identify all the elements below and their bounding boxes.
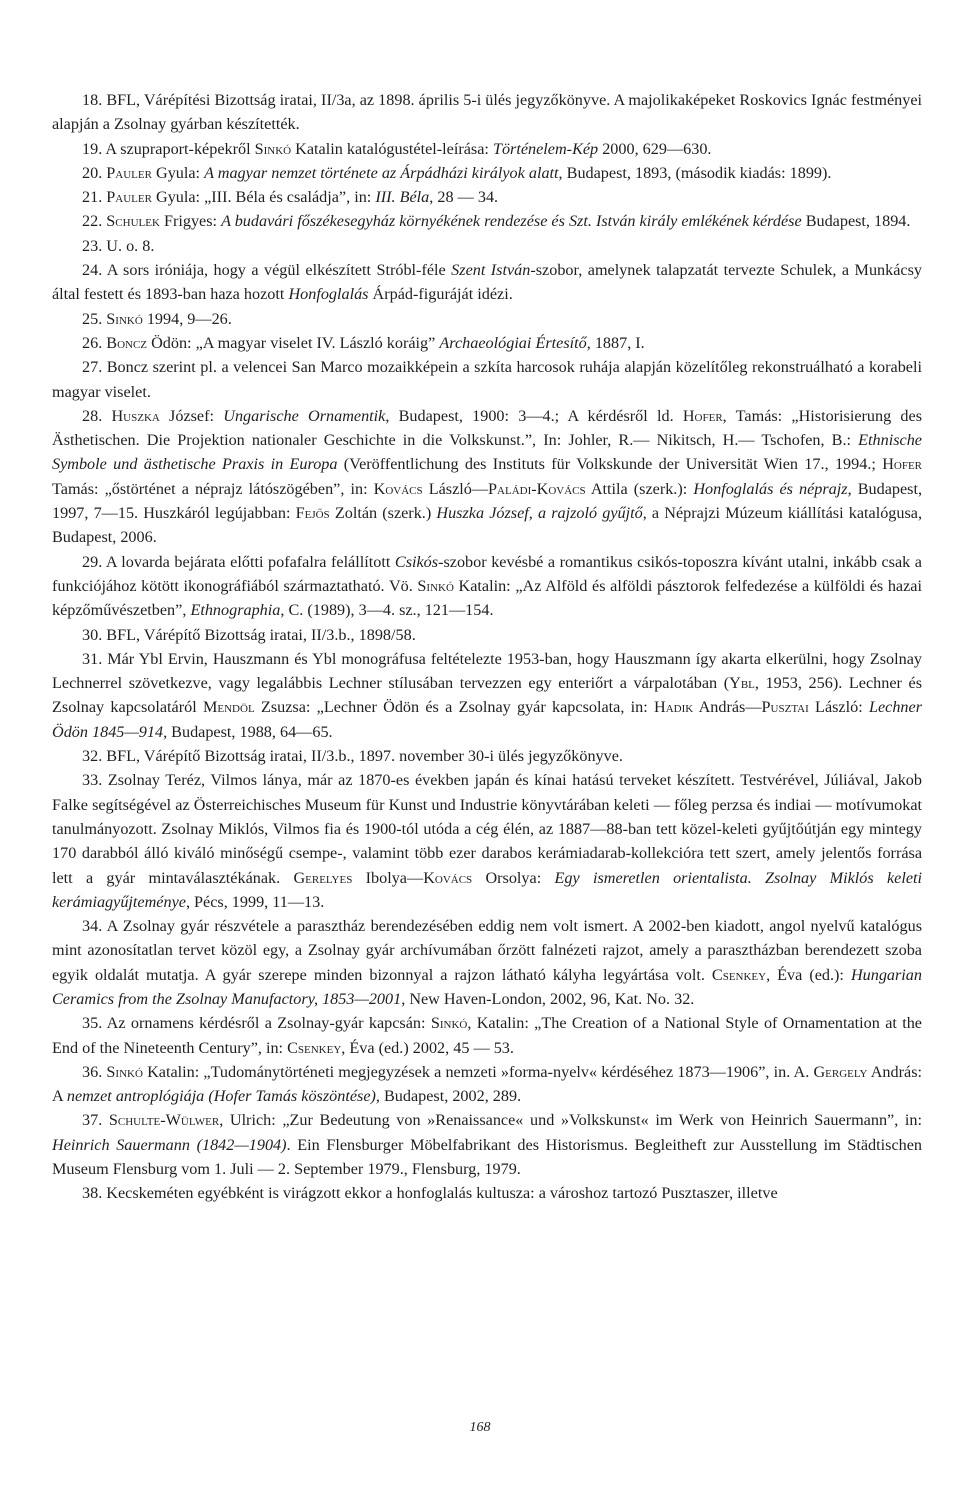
footnote-text: András— bbox=[693, 698, 762, 717]
author-name: Sinkó bbox=[106, 1062, 143, 1081]
footnote-text: , 28 — 34. bbox=[429, 188, 499, 207]
italic-text: Egy ismeretlen orientalista. Zsolnay Miklós keleti kerámiagyűjteménye bbox=[52, 868, 922, 911]
footnote-text: 22. bbox=[82, 212, 107, 231]
footnote-text: 21. bbox=[82, 188, 107, 207]
footnote-text: Árpád-figuráját idézi. bbox=[368, 285, 513, 304]
footnote-text: 20. bbox=[82, 163, 107, 182]
footnote bbox=[52, 744, 922, 768]
author-name: Kovács bbox=[373, 479, 423, 498]
footnote-text: -szobor, amelynek talapzatát tervezte Schulek, a Munkácsy által festett és 1893-ban haza hozott bbox=[52, 261, 922, 304]
italic-text: Honfoglalás és néprajz bbox=[693, 479, 848, 498]
footnote bbox=[52, 258, 922, 307]
author-name: Sinkó bbox=[417, 576, 454, 595]
footnote-text: , Éva (ed.): bbox=[766, 965, 851, 984]
footnote-text: , Budapest, 1893, (második kiadás: 1899). bbox=[558, 163, 832, 182]
footnote-text: , 1887, I. bbox=[586, 333, 645, 352]
footnote bbox=[52, 623, 922, 647]
footnote-text: , a Néprajzi Múzeum kiállítási katalógusa, Budapest, 2006. bbox=[52, 504, 923, 547]
footnote-text: 34. A Zsolnay gyár részvétele a parasztház berendezésében eddig nem volt ismert. A 2002-ben kiadott, angol nyelvű katalógus mint azonosítatlan tervet közöl egy, a Zsolnay gyár archívumában őrzött falnézeti rajzot, amely a parasztházban berendezett szoba egyik oldalát mutatja. A gyár szerepe minden bizonnyal a rajzon látható kályha legyártása volt. bbox=[52, 917, 922, 984]
footnote bbox=[52, 550, 922, 623]
italic-text: Ethnographia bbox=[190, 601, 281, 620]
footnote bbox=[52, 647, 922, 744]
author-name: Gerelyes bbox=[293, 868, 353, 887]
italic-text: Archaeológiai Értesítő bbox=[439, 333, 587, 352]
italic-text: Csikós bbox=[394, 552, 439, 571]
footnote bbox=[52, 88, 922, 137]
footnote-text: 35. Az ornamens kérdésről a Zsolnay-gyár kapcsán: bbox=[82, 1014, 431, 1033]
footnote-text: Ibolya— bbox=[352, 868, 424, 887]
footnote-text: (Veröffentlichung des Instituts für Volkskunde der Universität Wien 17., 1994.; bbox=[337, 455, 883, 474]
footnote-text: , Budapest, 2002, 289. bbox=[375, 1087, 522, 1106]
author-name: Boncz bbox=[106, 333, 148, 352]
italic-text: Ethnische Symbole und ästhetische Praxis in Europa bbox=[52, 431, 922, 474]
author-name: Paládi-Kovács bbox=[488, 479, 586, 498]
footnote bbox=[52, 1181, 922, 1205]
footnote bbox=[52, 404, 922, 550]
footnote-text: 30. BFL, Várépítő Bizottság iratai, II/3.b., 1898/58. bbox=[82, 625, 416, 644]
author-name: Sinkó bbox=[106, 309, 143, 328]
author-name: Pauler bbox=[106, 188, 152, 207]
italic-text: III. Béla bbox=[375, 188, 430, 207]
italic-text: A budavári főszékesegyház környékének rendezése és Szt. István király emlékének kérdése bbox=[221, 212, 802, 231]
footnote-text: Ödön: „A magyar viselet IV. László koráig” bbox=[147, 333, 440, 352]
footnote-text: , C. (1989), 3—4. sz., 121—154. bbox=[280, 601, 494, 620]
footnote-text: Frigyes: bbox=[159, 212, 222, 231]
italic-text: nemzet antroplógiája (Hofer Tamás köszöntése) bbox=[66, 1087, 376, 1106]
footnote bbox=[52, 234, 922, 258]
footnote-text: , Ulrich: „Zur Bedeutung von »Renaissance« und »Volkskunst« im Werk von Heinrich Sauermann”, in: bbox=[219, 1111, 922, 1130]
footnote-text: , Budapest, 1900: 3—4.; A kérdésről ld. bbox=[385, 406, 683, 425]
footnote-text: , Pécs, 1999, 11—13. bbox=[185, 892, 325, 911]
footnote-text: 29. A lovarda bejárata előtti pofafalra felállított bbox=[82, 552, 395, 571]
footnote-text: 32. BFL, Várépítő Bizottság iratai, II/3.b., 1897. november 30-i ülés jegyzőkönyve. bbox=[82, 747, 623, 766]
footnote bbox=[52, 209, 922, 233]
footnote bbox=[52, 1011, 922, 1060]
italic-text: Lechner Ödön 1845—914 bbox=[52, 698, 923, 741]
footnote-text: Attila (szerk.): bbox=[585, 479, 694, 498]
footnote-text: , Éva (ed.) 2002, 45 — 53. bbox=[341, 1038, 514, 1057]
author-name: Schulek bbox=[106, 212, 160, 231]
author-name: Fejős bbox=[295, 504, 330, 523]
footnote-text: József: bbox=[159, 406, 224, 425]
italic-text: Honfoglalás bbox=[288, 285, 369, 304]
footnote-text: 31. Már Ybl Ervin, Hauszmann és Ybl monográfusa feltételezte 1953-ban, hogy Hauszmann így akarta elkerülni, hogy Zsolnay Lechnerrel szövetkezve, vagy legalábbis Lechner stílusában tervezzen egy enteriőrt a várpalotában ( bbox=[52, 649, 922, 693]
footnote bbox=[52, 768, 922, 914]
footnote-text: László: bbox=[808, 698, 869, 717]
footnote bbox=[52, 137, 922, 161]
author-name: Csenkey bbox=[287, 1038, 342, 1057]
author-name: Pusztai bbox=[761, 698, 809, 717]
italic-text: A magyar nemzet története az Árpádházi királyok alatt bbox=[204, 163, 559, 182]
footnote-text: , New Haven-London, 2002, 96, Kat. No. 32. bbox=[401, 989, 695, 1008]
footnote-text: Katalin: „Az Alföld és alföldi pásztorok felfedezése a külföldi és hazai képzőművészetben”, bbox=[52, 576, 922, 620]
footnote bbox=[52, 355, 922, 404]
footnote-text: 36. bbox=[82, 1062, 107, 1081]
footnote-text: 33. Zsolnay Teréz, Vilmos lánya, már az 1870-es években japán és kínai hatású terveket készített. Testvérével, Júliával, Jakob Falke segítségével az Österreichisches Museum für Kunst und Industrie könyvtárában keleti — főleg perzsa és indiai — motívumokat tanulmányozott. Zsolnay Miklós, Vilmos fia és 1900-tól utóda a cég élén, az 1887—88-ban tett közel-keleti gyűjtőútján egy mintegy 170 darabból álló kiváló minőségű csempe-, valamint több ezer darabos kerámiadarab-kollekcióra tett szert, amely jelentős forrása lett a gyár mintaválasztékának. bbox=[52, 771, 922, 887]
author-name: Huszka bbox=[111, 406, 160, 425]
author-name: Sinkó bbox=[254, 139, 292, 158]
footnote-text: 1994, 9—26. bbox=[142, 309, 232, 328]
footnote-text: Gyula: „III. Béla és családja”, in: bbox=[151, 188, 376, 207]
italic-text: Szent István bbox=[451, 261, 531, 280]
footnote-text: 2000, 629—630. bbox=[598, 139, 712, 158]
footnote-text: Tamás: „őstörténet a néprajz látószögében”, in: bbox=[52, 479, 374, 498]
footnote-text: , Budapest, 1988, 64—65. bbox=[163, 722, 333, 741]
footnote-text: Budapest, 1894. bbox=[801, 212, 911, 231]
footnote-text: Katalin: „Tudománytörténeti megjegyzések a nemzeti »forma-nyelv« kérdéséhez 1873—1906”, in. A. bbox=[142, 1062, 814, 1081]
page-number: 168 bbox=[469, 1420, 491, 1435]
footnote-text: Gyula: bbox=[151, 163, 205, 182]
author-name: Csenkey bbox=[711, 965, 767, 984]
footnote-text: Zoltán (szerk.) bbox=[329, 504, 437, 523]
footnote-text: 24. A sors iróniája, hogy a végül elkészített Stróbl-féle bbox=[82, 261, 452, 280]
author-name: Ybl bbox=[729, 674, 755, 693]
footnote-text: 28. bbox=[82, 406, 112, 425]
footnote bbox=[52, 331, 922, 355]
footnote-text: László— bbox=[422, 479, 489, 498]
footnote bbox=[52, 161, 922, 185]
author-name: Gergely bbox=[813, 1062, 868, 1081]
footnote bbox=[52, 307, 922, 331]
footnote-text: Katalin katalógustétel-leírása: bbox=[291, 139, 493, 158]
footnote-text: . Ein Flensburger Möbelfabrikant des Historismus. Begleitheft zur Ausstellung im Städtischen Museum Flensburg vom 1. Juli — 2. September 1979., Flensburg, 1979. bbox=[52, 1135, 922, 1179]
footnote-text: 19. A szupraport-képekről bbox=[82, 139, 255, 158]
italic-text: Huszka József, a rajzoló gyűjtő bbox=[436, 504, 643, 523]
italic-text: Heinrich Sauermann (1842—1904) bbox=[52, 1135, 287, 1154]
author-name: Mendöl bbox=[203, 698, 255, 717]
footnote-text: Orsolya: bbox=[472, 868, 555, 887]
footnote bbox=[52, 914, 922, 1011]
footnote bbox=[52, 185, 922, 209]
footnote-text: , Tamás: „Historisierung des Ästhetischen. Die Projektion nationaler Geschichte in die Volkskunst.”, In: Johler, R.— Nikitsch, H.— Tschofen, B.: bbox=[52, 406, 923, 450]
italic-text: Hungarian Ceramics from the Zsolnay Manufactory, 1853—2001 bbox=[52, 965, 922, 1008]
footnote-text: 38. Kecskeméten egyébként is virágzott ekkor a honfoglalás kultusza: a városhoz tartozó Pusztaszer, illetve bbox=[82, 1184, 778, 1203]
footnote-text: 26. bbox=[82, 333, 107, 352]
footnote-text: András: A bbox=[52, 1062, 922, 1106]
footnote-text: 25. bbox=[82, 309, 107, 328]
italic-text: Ungarische Ornamentik bbox=[223, 406, 386, 425]
footnote-text: 37. bbox=[82, 1111, 109, 1130]
author-name: Pauler bbox=[106, 163, 152, 182]
footnote-text: 18. BFL, Várépítési Bizottság iratai, II/3a, az 1898. április 5-i ülés jegyzőkönyve. A majolikaképeket Roskovics Ignác festményei alapján a Zsolnay gyárban készítették. bbox=[52, 91, 922, 134]
footnote-text: 23. U. o. 8. bbox=[82, 236, 155, 255]
footnote-text: Zsuzsa: „Lechner Ödön és a Zsolnay gyár kapcsolata, in: bbox=[254, 698, 655, 717]
footnote-text: 27. Boncz szerint pl. a velencei San Marco mozaikképein a szkíta harcosok ruhája alapján közelítőleg rekonstruálható a korabeli magyar viselet. bbox=[52, 358, 922, 401]
author-name: Schulte-Wülwer bbox=[108, 1111, 220, 1130]
footnotes bbox=[52, 88, 922, 1206]
author-name: Hofer bbox=[682, 406, 723, 425]
author-name: Hadik bbox=[654, 698, 694, 717]
footnote bbox=[52, 1060, 922, 1109]
author-name: Kovács bbox=[423, 868, 473, 887]
author-name: Sinkó bbox=[430, 1014, 468, 1033]
footnote-text: -szobor kevésbé a romantikus csikós-toposzra kívánt utalni, inkább csak a funkciójához kötött ikonográfiából származtatható. Vö. bbox=[52, 552, 922, 595]
footnote-text: , Budapest, 1997, 7—15. Huszkáról legújabban: bbox=[52, 479, 922, 523]
footnote-text: , Katalin: „The Creation of a National Style of Ornamentation at the End of the Nineteenth Century”, in: bbox=[52, 1014, 922, 1057]
italic-text: Történelem-Kép bbox=[492, 139, 599, 158]
footnote bbox=[52, 1108, 922, 1181]
author-name: Hofer bbox=[882, 455, 922, 474]
footnote-text: , 1953, 256). Lechner és Zsolnay kapcsolatáról bbox=[52, 674, 922, 717]
